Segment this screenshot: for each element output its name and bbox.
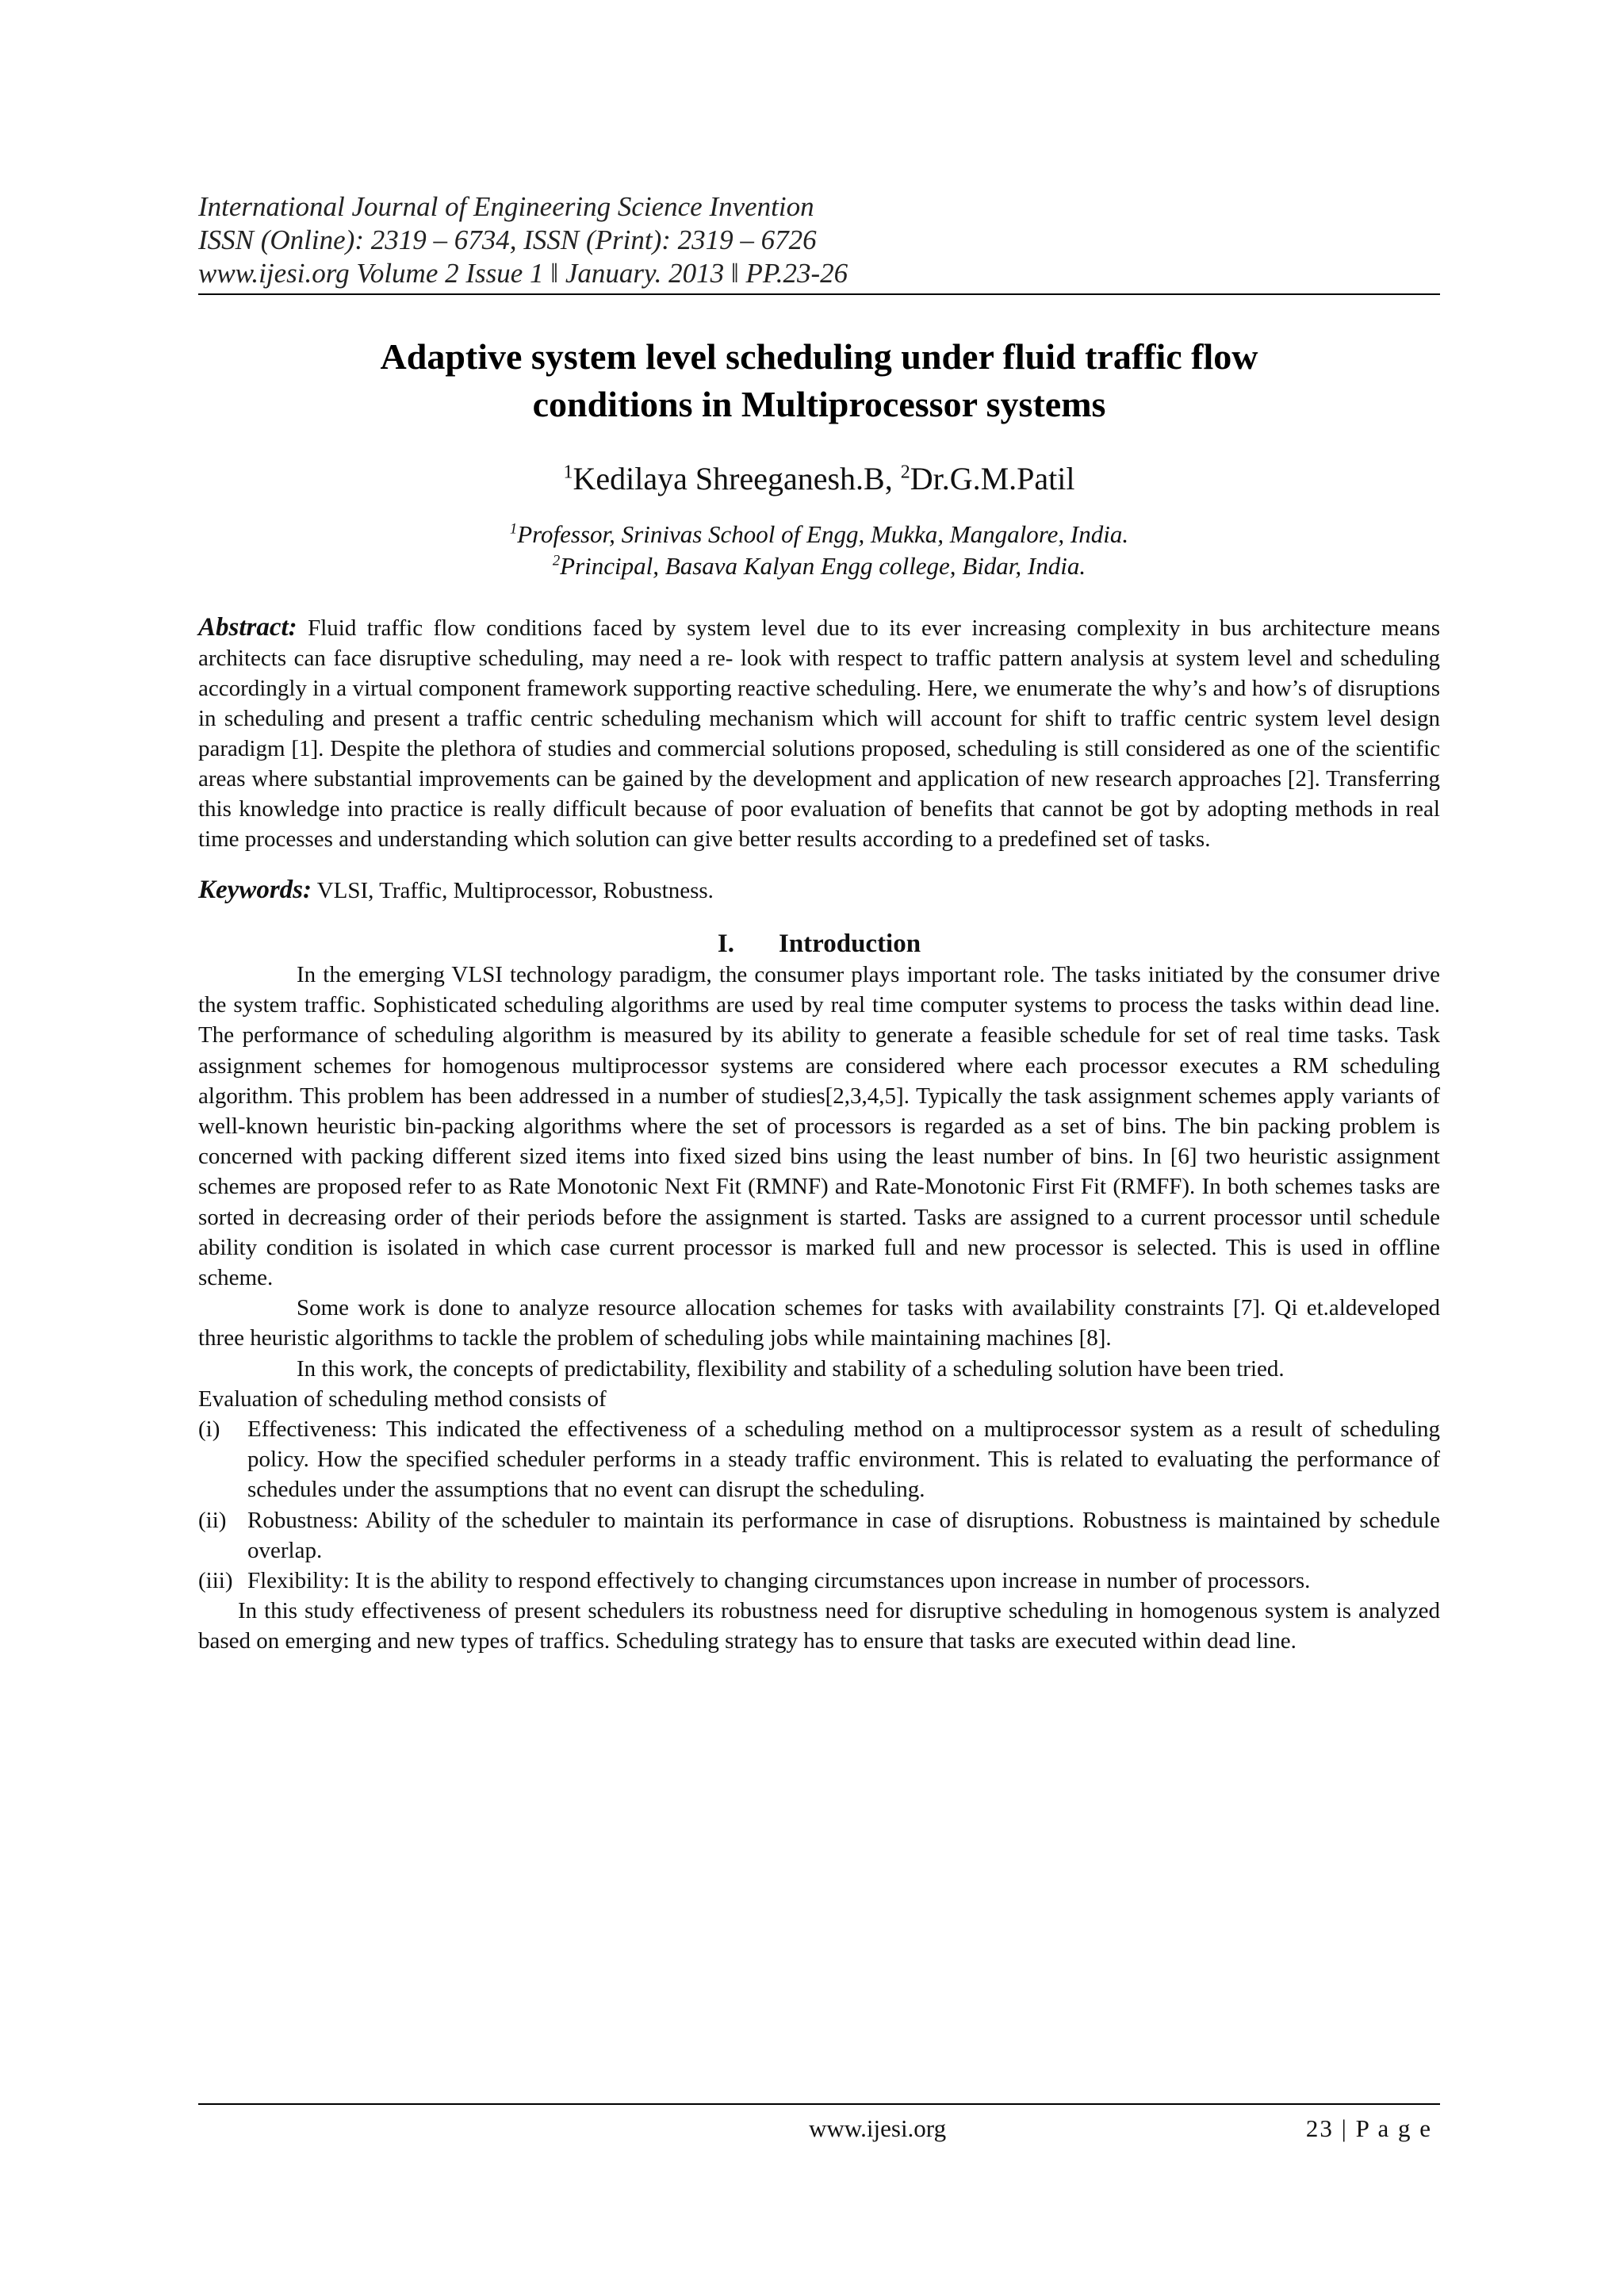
journal-volume: www.ijesi.org Volume 2 Issue 1 ‖ January. 2013 ‖ PP.23-26 — [198, 258, 848, 289]
paragraph: In this work, the concepts of predictability, flexibility and stability of a scheduling solution have been tried. — [297, 1355, 1285, 1382]
section-number: I. — [717, 930, 734, 958]
paragraph: In the emerging VLSI technology paradigm, the consumer plays important role. The tasks initiated by the consumer drive the system traffic. Sophisticated scheduling algorithms are used by real time computer systems to process the tasks within dead line. The performance of scheduling algorithm is measured by its ability to generate a feasible schedule for set of real time tasks. Task assignment schemes for homogenous multiprocessor systems are considered where each processor executes a RM scheduling algorithm. This problem has been addressed in a number of studies[2,3,4,5]. Typically the task assignment schemes apply variants of well-known heuristic bin-packing algorithms where the set of processors is regarded as a set of bins. The bin packing problem is concerned with packing different sized items into fixed sized bins using the least number of bins. In [6] two heuristic assignment schemes are proposed refer to as Rate Monotonic Next Fit (RMNF) and Rate-Monotonic First Fit (RMFF). In both schemes tasks are sorted in decreasing order of their periods before the assignment is started. Tasks are assigned to a current processor until schedule ability condition is isolated in which case current processor is marked full and new processor is selected. This is used in offline scheme. — [198, 962, 1440, 1291]
paper-page — [198, 190, 1440, 1657]
keywords — [198, 875, 1440, 906]
list-marker: (iii) — [198, 1568, 233, 1594]
footer-site: www.ijesi.org — [809, 2114, 947, 2142]
journal-issn: ISSN (Online): 2319 – 6734, ISSN (Print): 2319 – 6726 — [198, 224, 817, 255]
list-item — [198, 1566, 1440, 1596]
affiliation-1-text: Professor, Srinivas School of Engg, Mukka, Mangalore, India. — [517, 520, 1129, 548]
footer-rule — [198, 2103, 1440, 2105]
introduction-body — [198, 960, 1440, 1657]
paper-title-line-2: conditions in Multiprocessor systems — [532, 384, 1106, 424]
paper-title — [198, 333, 1440, 428]
section-title: Introduction — [778, 930, 921, 958]
affiliation-2 — [198, 550, 1440, 582]
paper-title-line-1: Adaptive system level scheduling under fluid traffic flow — [380, 336, 1258, 377]
list-item-text: Effectiveness: This indicated the effectiveness of a scheduling method on a multiprocessor system as a result of scheduling policy. How the specified scheduler performs in a steady traffic environment. This is related to evaluating the performance of schedules under the assumptions that no event can disrupt the scheduling. — [247, 1416, 1440, 1503]
journal-name: International Journal of Engineering Science Invention — [198, 191, 814, 222]
abstract-label: Abstract: — [198, 613, 297, 642]
keywords-label: Keywords: — [198, 876, 312, 904]
list-marker: (ii) — [198, 1507, 227, 1533]
list-marker: (i) — [198, 1416, 220, 1443]
list-item — [198, 1505, 1440, 1566]
journal-header — [198, 190, 1440, 290]
abstract-text: Fluid traffic flow conditions faced by system level due to its ever increasing complexity in bus architecture means architects can face disruptive scheduling, may need a re- look with respect to traffic pattern analysis at system level and scheduling accordingly in a virtual component framework supporting reactive scheduling. Here, we enumerate the why’s and how’s of disruptions in scheduling and present a traffic centric scheduling mechanism which will account for shift to traffic centric system level design paradigm [1]. Despite the plethora of studies and commercial solutions proposed, scheduling is still considered as one of the scientific areas where substantial improvements can be gained by the development and application of new research approaches [2]. Transferring this knowledge into practice is really difficult because of poor evaluation of benefits that cannot be got by adopting methods in real time processes and understanding which solution can give better results according to a predefined set of tasks. — [198, 615, 1441, 852]
evaluation-list — [198, 1414, 1440, 1596]
affiliation-1 — [198, 519, 1440, 550]
abstract — [198, 612, 1440, 854]
author-2-superscript: 2 — [900, 462, 910, 483]
affiliations — [198, 519, 1440, 582]
header-rule — [198, 293, 1440, 295]
keywords-text: VLSI, Traffic, Multiprocessor, Robustness. — [316, 878, 714, 903]
affiliation-1-superscript: 1 — [509, 520, 518, 538]
footer-page-number: 23 | P a g e — [1305, 2114, 1432, 2142]
list-item — [198, 1414, 1440, 1505]
paragraph: Evaluation of scheduling method consists of — [198, 1386, 607, 1412]
section-heading-introduction — [198, 928, 1440, 960]
paragraph: Some work is done to analyze resource allocation schemes for tasks with availability constraints [7]. Qi et.aldeveloped three heuristic algorithms to tackle the problem of scheduling jobs while maintaining machines [8]. — [198, 1295, 1440, 1351]
author-1-name: Kedilaya Shreeganesh.B, — [573, 461, 893, 496]
affiliation-2-superscript: 2 — [552, 552, 561, 569]
list-item-text: Robustness: Ability of the scheduler to maintain its performance in case of disruptions. Robustness is maintained by schedule overlap. — [247, 1507, 1440, 1563]
author-2-name: Dr.G.M.Patil — [910, 461, 1075, 496]
affiliation-2-text: Principal, Basava Kalyan Engg college, Bidar, India. — [560, 552, 1086, 580]
paragraph: In this study effectiveness of present schedulers its robustness need for disruptive scheduling in homogenous system is analyzed based on emerging and new types of traffics. Scheduling strategy has to ensure that tasks are executed within dead line. — [198, 1598, 1440, 1654]
author-1-superscript: 1 — [563, 462, 573, 483]
list-item-text: Flexibility: It is the ability to respond effectively to changing circumstances upon increase in number of processors. — [247, 1568, 1311, 1594]
authors — [198, 460, 1440, 498]
